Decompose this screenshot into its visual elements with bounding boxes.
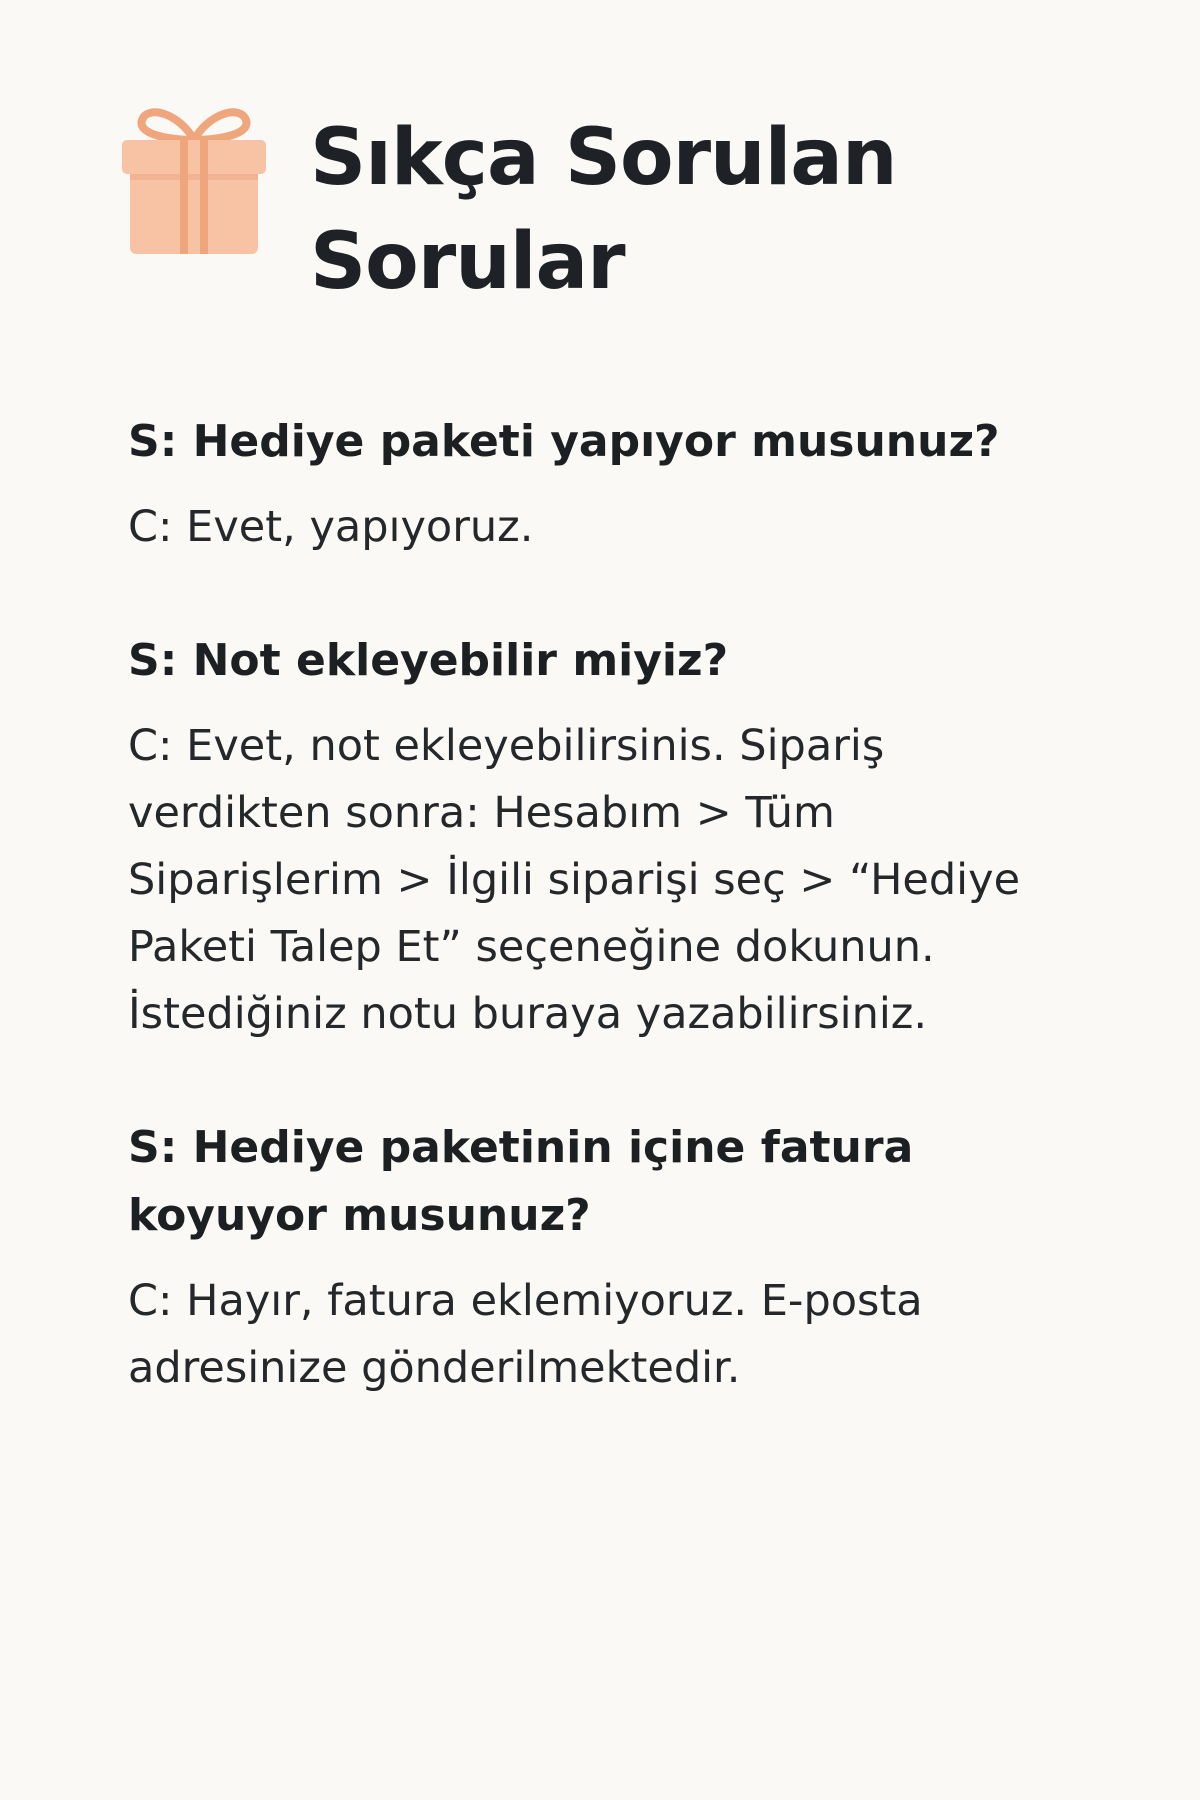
faq-item (128, 1114, 1028, 1402)
faq-item (128, 627, 1028, 1048)
faq-item (128, 408, 1028, 561)
faq-answer: C: Evet, not ekleyebilirsinis. Sipariş verdikten sonra: Hesabım > Tüm Siparişlerim > İlgili siparişi seç > “Hediye Paketi Talep Et” seçeneğine dokunun. İstediğiniz notu buraya yazabilirsiniz. (128, 721, 1021, 1039)
page-title: Sıkça Sorulan Sorular (310, 113, 897, 307)
gift-icon (122, 100, 266, 254)
faq-answer: C: Hayır, fatura eklemiyoruz. E-posta adresinize gönderilmektedir. (128, 1276, 923, 1393)
faq-question: S: Hediye paketi yapıyor musunuz? (128, 416, 1000, 467)
faq-question: S: Hediye paketinin içine fatura koyuyor musunuz? (128, 1122, 914, 1241)
faq-question: S: Not ekleyebilir miyiz? (128, 635, 729, 686)
faq-list (128, 408, 1028, 1468)
faq-answer: C: Evet, yapıyoruz. (128, 502, 534, 552)
page-header (122, 100, 1122, 320)
